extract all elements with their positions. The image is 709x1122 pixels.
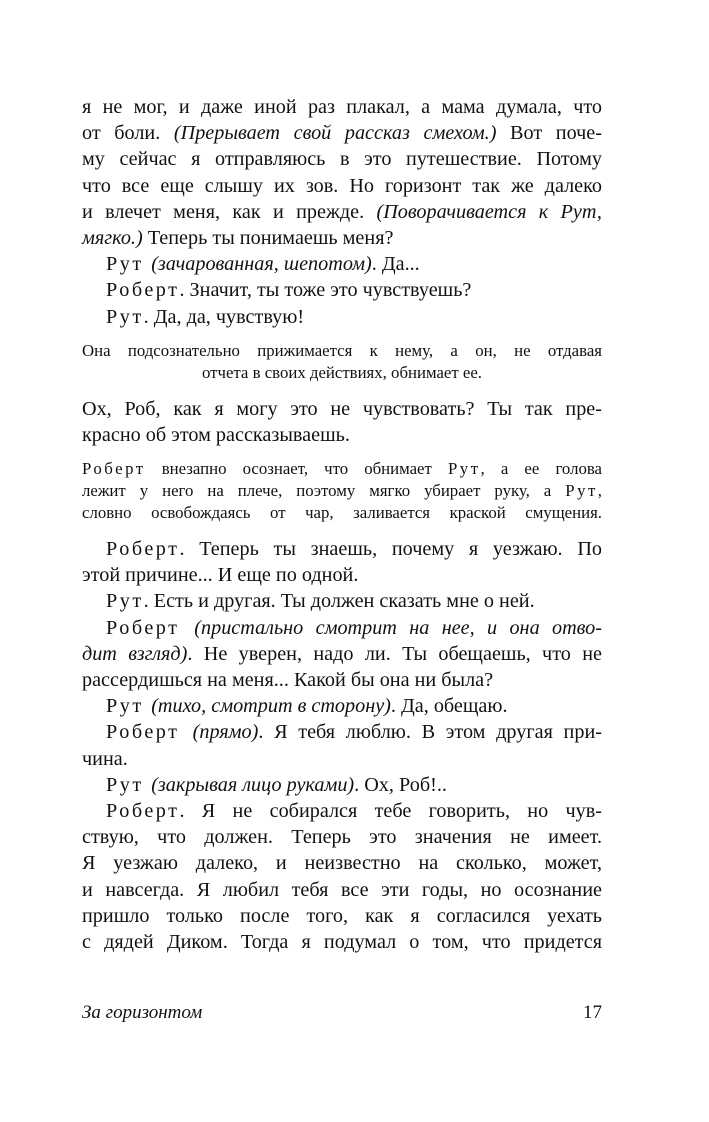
stage-direction: (Прерывает свой рассказ смехом.) bbox=[173, 122, 497, 145]
page-number: 17 bbox=[583, 1002, 602, 1023]
dialogue-line: Роберт. Я не собирался тебе говорить, но чув- bbox=[106, 799, 602, 822]
speaker-name: Роберт bbox=[82, 459, 146, 479]
stage-direction: (закрывая лицо руками) bbox=[151, 773, 355, 796]
text-line: от боли. (Прерывает свой рассказ смехом.) Вот поче- bbox=[82, 122, 602, 145]
running-title: За горизонтом bbox=[82, 1002, 203, 1023]
speaker-name: Рут bbox=[106, 305, 144, 328]
page-footer bbox=[82, 1002, 602, 1028]
stage-direction: (прямо) bbox=[192, 721, 259, 744]
speaker-name: Рут bbox=[565, 481, 598, 501]
stage-note-line: словно освобождаясь от чар, заливается краской смущения. bbox=[82, 503, 602, 523]
stage-direction: (Поворачивается к Рут, bbox=[376, 200, 602, 223]
text-line: с дядей Диком. Тогда я подумал о том, что придется bbox=[82, 930, 602, 953]
text-line: что все еще слышу их зов. Но горизонт так же далеко bbox=[82, 174, 602, 197]
speaker-name: Роберт bbox=[106, 721, 193, 744]
dialogue-line bbox=[82, 615, 602, 641]
speaker-name: Роберт bbox=[106, 616, 195, 639]
speaker-name: Рут bbox=[106, 773, 152, 796]
stage-direction: мягко.) bbox=[82, 226, 143, 249]
text-line: и влечет меня, как и прежде. (Поворачивается к Рут, bbox=[82, 200, 602, 223]
dialogue-line: Рут (тихо, смотрит в сторону). Да, обещаю. bbox=[106, 695, 508, 718]
text-line: Я уезжаю далеко, и неизвестно на сколько, может, bbox=[82, 852, 602, 875]
speaker-name: Роберт bbox=[106, 279, 180, 302]
text-line: этой причине... И еще по одной. bbox=[82, 564, 359, 587]
dialogue-line: Роберт. Теперь ты знаешь, почему я уезжаю. По bbox=[106, 538, 602, 561]
speaker-name: Рут bbox=[106, 590, 144, 613]
stage-note-line: лежит у него на плече, поэтому мягко убирает руку, а Рут, bbox=[82, 481, 602, 501]
stage-direction: (тихо, смотрит в сторону) bbox=[151, 695, 391, 718]
speaker-name: Рут bbox=[447, 459, 481, 479]
dialogue-line: Роберт (прямо). Я тебя люблю. В этом другая при- bbox=[106, 721, 602, 744]
dialogue-line: Рут (закрывая лицо руками). Ох, Роб!.. bbox=[106, 773, 447, 796]
speaker-name: Рут bbox=[106, 695, 152, 718]
dialogue-line: Рут (зачарованная, шепотом). Да... bbox=[106, 253, 420, 276]
dialogue-line: Рут. Да, да, чувствую! bbox=[106, 305, 305, 328]
text-line: я не мог, и даже иной раз плакал, а мама думала, что bbox=[82, 96, 602, 118]
stage-note-line: отчета в своих действиях, обнимает ее. bbox=[202, 362, 482, 382]
speaker-name: Роберт bbox=[106, 538, 180, 561]
dialogue-line: Роберт. Значит, ты тоже это чувствуешь? bbox=[106, 279, 472, 302]
text-line: дит взгляд). Не уверен, надо ли. Ты обещаешь, что не bbox=[82, 642, 602, 665]
text-line: и навсегда. Я любил тебя все эти годы, но осознание bbox=[82, 878, 602, 901]
speaker-name: Рут bbox=[106, 253, 152, 276]
speaker-name: Роберт bbox=[106, 799, 180, 822]
stage-direction: дит взгляд) bbox=[82, 642, 188, 665]
text-line: красно об этом рассказываешь. bbox=[82, 423, 350, 446]
text-line: ствую, что должен. Теперь это значения не имеет. bbox=[82, 826, 602, 849]
text-line: чина. bbox=[82, 747, 128, 770]
stage-direction: (пристально смотрит на нее, и она отво- bbox=[194, 616, 602, 639]
text-line: мягко.) Теперь ты понимаешь меня? bbox=[82, 226, 394, 249]
text-line: Ох, Роб, как я могу это не чувствовать? Ты так пре- bbox=[82, 397, 602, 420]
stage-note-line: Роберт внезапно осознает, что обнимает Рут, а ее голова bbox=[82, 459, 602, 479]
stage-direction: (зачарованная, шепотом) bbox=[151, 253, 372, 276]
dialogue-line: Рут. Есть и другая. Ты должен сказать мне о ней. bbox=[106, 590, 535, 613]
text-line: му сейчас я отправляюсь в это путешествие. Потому bbox=[82, 148, 602, 171]
text-line: рассердишься на меня... Какой бы она ни была? bbox=[82, 669, 494, 691]
text-line: пришло только после того, как я согласился уехать bbox=[82, 904, 602, 927]
page-body bbox=[82, 94, 602, 955]
stage-note-line: Она подсознательно прижимается к нему, а он, не отдавая bbox=[82, 340, 602, 360]
